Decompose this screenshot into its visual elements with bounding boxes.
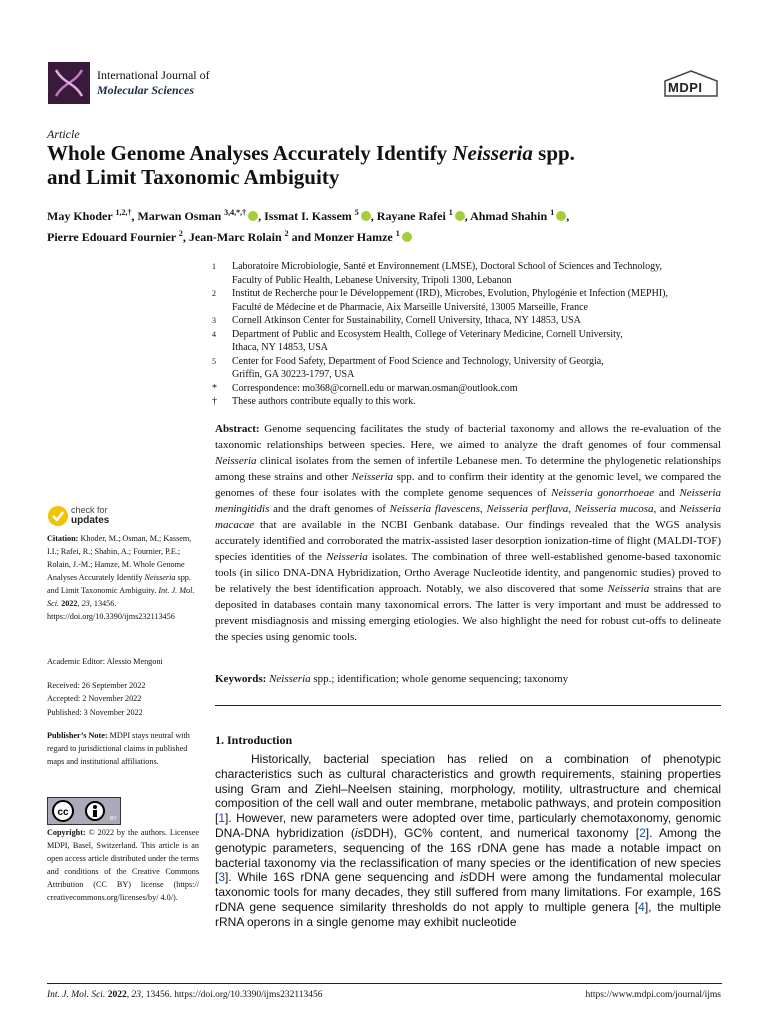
affiliation-line: Ithaca, NY 14853, USA	[232, 342, 329, 353]
title-part: Whole Genome Analyses Accurately Identify	[47, 141, 453, 165]
affiliation-line: Laboratoire Microbiologie, Santé et Environnement (LMSE), Doctoral School of Sciences and Technology,	[232, 261, 663, 272]
footer-segment: Int. J. Mol. Sci.	[47, 990, 106, 1000]
article-type: Article	[47, 127, 80, 141]
affiliation-text	[232, 287, 668, 314]
abstract-segment: ,	[568, 503, 575, 515]
received-date: Received: 26 September 2022	[47, 681, 146, 690]
abstract-segment: and	[654, 487, 680, 499]
abstract-segment: , and	[653, 503, 680, 515]
intro-segment: DDH were among the fundamental molecular taxonomic tools for many decades, they still suffered from many limitations. For example, 16S rDNA gene sequence similarity thresholds do not apply to multiple genera [	[215, 870, 721, 914]
citation-text	[47, 534, 194, 621]
intro-segment: ]. However, new parameters were adopted over time, particularly chemotaxonomy, genomic DNA-DNA hybridization (	[215, 811, 721, 840]
footer-segment: 2022	[107, 990, 127, 1000]
abstract-segment: Neisseria meningitidis	[215, 487, 721, 515]
author-name: Jean-Marc Rolain	[188, 230, 285, 244]
abstract-segment: ,	[480, 503, 487, 515]
footer-url[interactable]: https://www.mdpi.com/journal/ijms	[585, 990, 721, 1000]
citation-segment: 23	[81, 599, 90, 608]
abstract-label: Abstract:	[215, 423, 260, 435]
journal-name-line1: International Journal of	[97, 68, 210, 82]
affiliation-text	[232, 382, 518, 396]
affiliation-item	[212, 314, 732, 328]
footer-citation	[47, 990, 323, 1000]
orcid-icon[interactable]	[556, 211, 566, 221]
keywords-segment: spp.; identification; whole genome sequencing; taxonomy	[310, 673, 569, 685]
abstract-segment: clinical isolates from the semen of infertile Lebanese men. To determine the phylogenetic relationships among these strains and other	[215, 455, 721, 483]
abstract-segment: Neisseria	[607, 583, 650, 595]
abstract-segment: isolates. The combination of three well-established genome-based taxonomic tools (in silico DNA-DNA Hybridization, Ortho Average Nucleotide identity, and pangenomic studies) proved to be relatively the best identification approach. Notably, we also discovered that some	[215, 551, 721, 595]
affiliation-item	[212, 355, 732, 382]
journal-name-line2: Molecular Sciences	[97, 83, 194, 97]
abstract-segment: spp. and to confirm their identity at the genomic level, we compared the genomes of these four isolates with the complete genome sequences of	[215, 471, 721, 499]
publisher-note-label: Publisher’s Note:	[47, 731, 108, 740]
cc-by-label: BY	[110, 816, 117, 822]
footer-segment: ,	[126, 990, 132, 1000]
author-name: Rayane Rafei	[376, 209, 449, 223]
author-affiliation-marker: 1,2,†	[115, 208, 132, 217]
author-affiliation-marker: 3,4,*,†	[224, 208, 247, 217]
affiliation-text	[232, 328, 623, 355]
title-part: and Limit Taxonomic Ambiguity	[47, 165, 340, 189]
check-updates-icon	[47, 505, 69, 527]
intro-segment: ]. Among the genotypic parameters, sequencing of the 16S rDNA gene has made a notable impact on bacterial taxonomy via the reclassification of many species or the identification of new species [	[215, 825, 721, 885]
abstract-segment: Neisseria flavescens	[389, 503, 481, 515]
section-divider	[215, 705, 721, 706]
copyright-notice	[47, 826, 199, 904]
citation-segment: spp. and Limit Taxonomic Ambiguity.	[47, 573, 191, 595]
title-part: spp.	[532, 141, 575, 165]
affiliation-text	[232, 314, 581, 328]
publisher-logo[interactable]	[662, 70, 720, 103]
author-list	[47, 204, 727, 246]
academic-editor: Academic Editor: Alessio Mengoni	[47, 657, 163, 666]
abstract-segment: Neisseria gonorrhoeae	[551, 487, 655, 499]
author-separator: ,	[258, 209, 265, 223]
affiliation-line: Faculty of Public Health, Lebanese University, Tripoli 1300, Lebanon	[232, 274, 512, 286]
cc-by-license-badge[interactable]	[47, 797, 121, 825]
author-line	[47, 225, 727, 246]
section-heading: 1. Introduction	[215, 733, 293, 747]
author-name: Issmat I. Kassem	[264, 209, 355, 223]
orcid-icon[interactable]	[402, 232, 412, 242]
attribution-icon	[84, 800, 106, 822]
publisher-name: MDPI	[668, 80, 703, 95]
abstract-segment: Neisseria mucosa	[574, 503, 654, 515]
abstract-segment: strains that are deposited in databases contain many taxonomical errors. The latter is very important and must be addressed to prevent misdiagnosis and missing emerging etiologies. We also highlight the need for robust cut-offs to delineate the species using genomic tools.	[215, 583, 721, 643]
affiliation-number: 3	[212, 316, 216, 325]
citation-segment: Neisseria	[144, 573, 176, 582]
affiliation-number: *	[212, 382, 217, 394]
svg-text:cc: cc	[57, 807, 69, 818]
affiliation-line: Center for Food Safety, Department of Food Science and Technology, University of Georgia,	[232, 355, 604, 367]
accepted-date: Accepted: 2 November 2022	[47, 694, 142, 703]
orcid-icon[interactable]	[455, 211, 465, 221]
author-affiliation-marker: 2	[178, 229, 183, 238]
affiliation-number: 4	[212, 329, 216, 339]
creative-commons-icon	[51, 799, 75, 823]
publisher-note	[47, 729, 199, 768]
affiliation-line: These authors contribute equally to this work.	[232, 396, 416, 407]
intro-segment: is	[354, 825, 364, 840]
affiliation-item	[212, 328, 732, 355]
author-affiliation-marker: 5	[354, 208, 359, 217]
keywords-segment: Neisseria	[269, 673, 311, 685]
footer-divider	[47, 983, 722, 984]
footer-segment: 23	[131, 990, 141, 1000]
abstract-text	[215, 423, 721, 643]
reference-link[interactable]: 3	[218, 870, 226, 885]
citation-block	[47, 532, 199, 623]
author-separator: ,	[131, 209, 138, 223]
footer-segment: , 13456. https://doi.org/10.3390/ijms232113456	[140, 990, 323, 1000]
citation-segment: Khoder, M.; Osman, M.; Kassem, I.I.; Rafei, R.; Shahin, A.; Fournier, P.E.; Rolain, J.-M.; Hamze, M. Whole Genome Analyses Accurately Identify	[47, 534, 192, 582]
title-part: Neisseria	[452, 141, 533, 165]
author-name: Marwan Osman	[137, 209, 225, 223]
affiliation-list	[212, 260, 732, 409]
affiliation-line: Faculté de Médecine et de Pharmacie, Aix Marseille Université, 13005 Marseille, France	[232, 301, 588, 313]
reference-link[interactable]: 4	[638, 899, 645, 914]
intro-segment: Historically, bacterial speciation has relied on a combination of phenotypic characteristics such as cultural characteristics and growth requirements, staining properties using Gram and Ziehl–Neelsen staining, morphology, motility, ultrastructure and chemical composition of the cell wall and outer membrane, metabolic pathways, and protein composition [	[215, 752, 721, 826]
affiliation-line: Correspondence: mo368@cornell.edu or marwan.osman@outlook.com	[232, 382, 518, 394]
keywords	[215, 673, 721, 685]
abstract	[215, 421, 721, 645]
affiliation-number: 5	[212, 356, 216, 366]
author-affiliation-marker: 1	[395, 229, 400, 238]
article-title	[47, 141, 737, 189]
abstract-segment: Genome sequencing facilitates the study of bacterial taxonomy and allows the re-evaluation of the taxonomic relationships between species. Here, we aimed to analyze the draft genomes of four commensal	[215, 423, 721, 451]
abstract-segment: Neisseria	[351, 471, 394, 483]
author-line	[47, 204, 727, 225]
author-name: Monzer Hamze	[314, 230, 396, 244]
affiliation-number: †	[212, 396, 217, 407]
affiliation-item	[212, 395, 732, 409]
intro-segment: DDH), GC% content, and numerical taxonomy [	[363, 825, 640, 840]
author-affiliation-marker: 1	[448, 208, 453, 217]
affiliation-number: 2	[212, 289, 216, 298]
intro-paragraph	[215, 752, 721, 930]
author-separator: ,	[464, 209, 471, 223]
keywords-label: Keywords:	[215, 673, 267, 685]
abstract-segment: and the draft genomes of	[269, 503, 390, 515]
author-name: Pierre Edouard Fournier	[47, 230, 179, 244]
author-separator: and	[288, 230, 315, 244]
reference-link[interactable]: 1	[218, 811, 226, 826]
abstract-segment: Neisseria macacae	[215, 503, 722, 531]
publisher-note-text: MDPI stays neutral with regard to jurisdictional claims in published maps and institutional affiliations.	[47, 731, 190, 766]
abstract-segment: Neisseria	[326, 551, 368, 563]
affiliation-text	[232, 355, 604, 382]
orcid-icon[interactable]	[361, 211, 371, 221]
abstract-segment: Neisseria	[215, 455, 257, 467]
citation-segment: 2022	[61, 599, 78, 608]
abstract-segment: Neisseria perflava	[486, 503, 569, 515]
author-name: Ahmad Shahin	[470, 209, 551, 223]
affiliation-item	[212, 260, 732, 287]
author-affiliation-marker: 2	[284, 229, 289, 238]
check-text-line1: check for	[71, 505, 108, 515]
affiliation-line: Department of Public and Ecosystem Health, College of Veterinary Medicine, Cornell University,	[232, 328, 623, 340]
affiliation-number: 1	[212, 262, 216, 271]
intro-segment: ]. While 16S rDNA gene sequencing and	[225, 870, 461, 885]
citation-segment: , 13456. https://doi.org/10.3390/ijms232113456	[47, 599, 175, 621]
affiliation-text	[232, 260, 662, 287]
reference-link[interactable]: 2	[639, 825, 646, 840]
journal-logo-icon	[48, 62, 90, 104]
abstract-segment: that are available in the NCBI Genbank database. Our findings revealed that the WGS analysis accurately identified and corroborated the matrix-assisted laser desorption ionization-time of flight (MALDI-TOF) species identities of the	[215, 519, 721, 563]
author-affiliation-marker: 1	[550, 208, 555, 217]
author-separator: ,	[566, 209, 570, 223]
author-separator: ,	[370, 209, 377, 223]
citation-segment: Int. J. Mol. Sci.	[47, 586, 195, 608]
author-separator: ,	[182, 230, 189, 244]
affiliation-item	[212, 287, 732, 314]
citation-label: Citation:	[47, 534, 79, 543]
orcid-icon[interactable]	[248, 211, 258, 221]
affiliation-line: Griffin, GA 30223-1797, USA	[232, 369, 355, 380]
check-text-line2: updates	[71, 515, 110, 526]
affiliation-item	[212, 382, 732, 396]
copyright-text: © 2022 by the authors. Licensee MDPI, Basel, Switzerland. This article is an open access article distributed under the terms and conditions of the Creative Commons Attribution (CC BY) license (https:// creativecommons.org/licenses/by/ 4.0/).	[47, 828, 199, 902]
published-date: Published: 3 November 2022	[47, 708, 143, 717]
copyright-label: Copyright:	[47, 828, 86, 837]
intro-segment: ], the multiple rRNA operons in a single genome may exhibit nucleotide	[215, 899, 721, 929]
author-name: May Khoder	[47, 209, 116, 223]
affiliation-line: Cornell Atkinson Center for Sustainability, Cornell University, Ithaca, NY 14853, USA	[232, 315, 581, 326]
affiliation-text	[232, 395, 416, 409]
keywords-text	[266, 673, 568, 685]
intro-segment: is	[460, 870, 469, 885]
affiliation-line: Institut de Recherche pour le Développement (IRD), Microbes, Evolution, Phylogénie et Infection (MEPHI),	[232, 288, 668, 299]
citation-segment: ,	[77, 599, 82, 608]
